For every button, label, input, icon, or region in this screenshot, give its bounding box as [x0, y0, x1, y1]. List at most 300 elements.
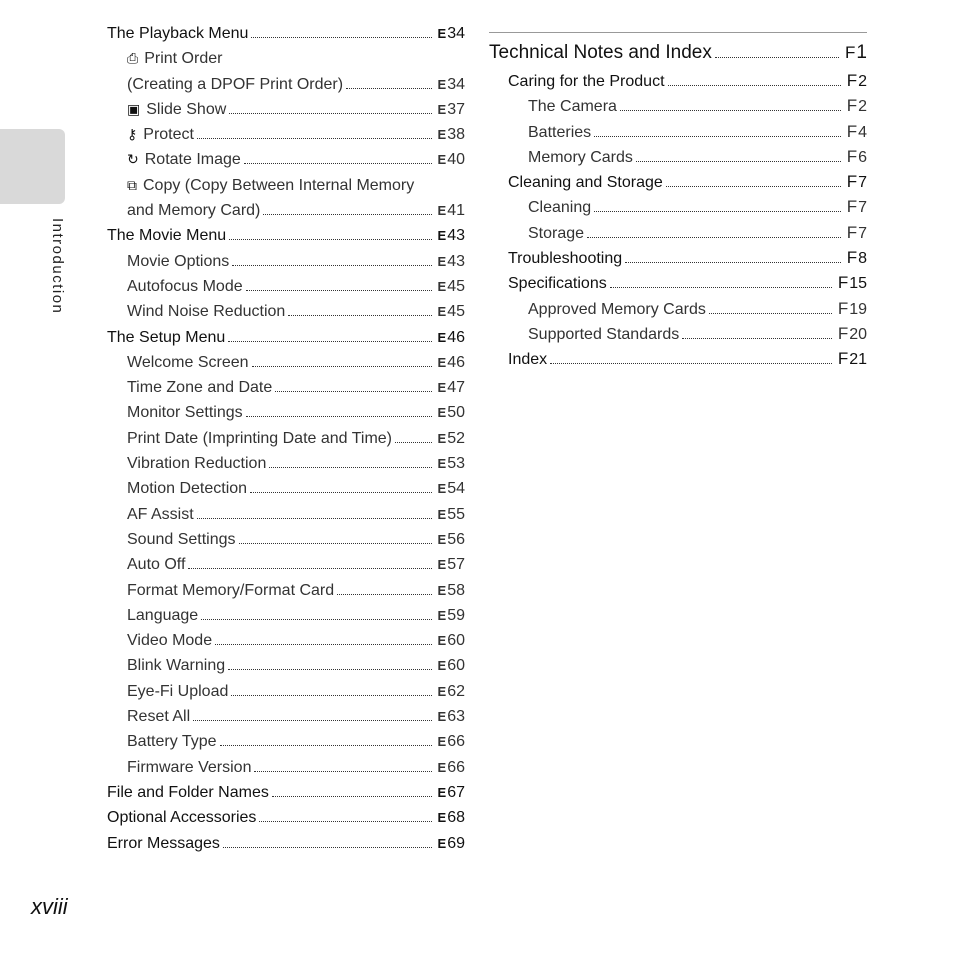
toc-entry-label [107, 809, 256, 827]
dot-leader [269, 467, 431, 468]
toc-entry-text: Language [127, 606, 199, 624]
toc-entry[interactable] [107, 177, 465, 202]
page-ref-number: 68 [447, 809, 465, 827]
toc-entry[interactable] [107, 809, 465, 834]
dot-leader [346, 88, 431, 89]
toc-entry[interactable] [107, 607, 465, 632]
toc-entry-label [127, 632, 212, 650]
reference-section-icon: E [437, 26, 447, 41]
page-ref-number: 43 [447, 227, 465, 245]
toc-entry[interactable] [107, 76, 465, 101]
reference-section-icon: E [437, 253, 447, 269]
toc-entry[interactable] [489, 197, 867, 222]
page-ref-number: 7 [858, 199, 867, 217]
reference-section-icon: E [437, 405, 447, 421]
toc-entry[interactable] [107, 278, 465, 303]
technical-notes-icon: F [837, 273, 849, 293]
reference-section-icon: E [437, 607, 447, 623]
dot-leader [594, 136, 841, 137]
toc-entry[interactable] [107, 404, 465, 429]
page-ref-number: 52 [447, 429, 465, 447]
page-ref-number: 1 [856, 42, 867, 63]
toc-entry-label [508, 73, 665, 91]
toc-entry[interactable] [107, 151, 465, 176]
dot-leader [188, 568, 431, 569]
toc-entry[interactable] [489, 299, 867, 324]
toc-entry[interactable] [107, 733, 465, 758]
page-ref-number: 59 [447, 606, 465, 624]
toc-entry-text: Print Date (Imprinting Date and Time) [127, 429, 392, 447]
toc-entry[interactable] [107, 253, 465, 278]
reference-section-icon: E [437, 329, 447, 345]
toc-entry[interactable] [107, 556, 465, 581]
toc-entry-page [847, 96, 867, 116]
toc-entry-text: Error Messages [107, 834, 220, 852]
page-ref-number: 45 [447, 277, 465, 295]
print-order-icon: ⎙ [127, 50, 139, 67]
toc-entry-label [127, 278, 243, 296]
toc-entry[interactable] [107, 202, 465, 227]
page-ref-number: 46 [447, 353, 465, 371]
dot-leader [246, 416, 432, 417]
toc-entry[interactable] [489, 349, 867, 374]
toc-entry-label [127, 657, 225, 675]
toc-entry-label [127, 506, 194, 524]
toc-entry-label [528, 326, 679, 344]
page-ref-number: 63 [447, 708, 465, 726]
page-ref-number: 40 [447, 151, 465, 169]
toc-entry-page [438, 759, 465, 777]
page-ref-number: 58 [447, 581, 465, 599]
toc-entry-text: The Playback Menu [107, 25, 249, 42]
page-ref-number: 47 [447, 379, 465, 397]
toc-entry-page [438, 531, 465, 549]
toc-entry[interactable] [107, 126, 465, 151]
dot-leader [715, 57, 839, 58]
toc-entry-text: The Movie Menu [107, 227, 227, 245]
toc-entry-text: The Setup Menu [107, 328, 226, 346]
dot-leader [228, 341, 431, 342]
toc-entry-label [127, 556, 185, 574]
toc-entry-label [127, 683, 228, 701]
toc-entry-page [438, 708, 465, 726]
toc-entry-text: Battery Type [127, 733, 217, 751]
reference-section-icon: E [437, 354, 447, 370]
toc-entry-text: The Camera [528, 98, 617, 116]
toc-entry-text: Auto Off [127, 556, 186, 574]
toc-entry-label [528, 225, 584, 243]
reference-section-icon: E [437, 203, 447, 219]
toc-entry[interactable] [107, 354, 465, 379]
toc-entry[interactable] [107, 25, 465, 50]
toc-entry-label [107, 227, 226, 245]
toc-entry-text: Movie Options [127, 252, 230, 270]
dot-leader [229, 239, 431, 240]
dot-leader [254, 771, 431, 772]
page-ref-number: 38 [447, 126, 465, 144]
toc-entry[interactable] [489, 147, 867, 172]
dot-leader [668, 85, 841, 86]
toc-entry[interactable] [489, 96, 867, 121]
toc-entry[interactable] [107, 303, 465, 328]
page-ref-number: 62 [447, 682, 465, 700]
toc-entry-label [127, 404, 243, 422]
toc-entry-page [438, 582, 465, 600]
toc-entry-text: Caring for the Product [508, 73, 665, 90]
toc-entry-page [438, 455, 465, 473]
page-ref-number: 43 [447, 252, 465, 270]
toc-entry[interactable] [107, 683, 465, 708]
toc-entry-page [438, 506, 465, 524]
toc-entry-text: Specifications [508, 275, 607, 293]
technical-notes-icon: F [846, 248, 858, 268]
dot-leader [610, 287, 832, 288]
toc-entry-page [847, 223, 867, 243]
page-ref-number: 45 [447, 303, 465, 321]
toc-entry-page [438, 683, 465, 701]
technical-notes-icon: F [846, 172, 858, 192]
toc-entry-page [438, 430, 465, 448]
page-ref-number: 56 [447, 530, 465, 548]
toc-entry-page [438, 556, 465, 574]
reference-section-icon: E [437, 228, 447, 244]
toc-entry-label [528, 124, 591, 142]
toc-entry-label [127, 126, 194, 144]
reference-section-icon: E [437, 709, 447, 725]
reference-section-icon: E [437, 304, 447, 320]
toc-entry[interactable] [107, 657, 465, 682]
dot-leader [594, 211, 841, 212]
toc-entry[interactable] [107, 329, 465, 354]
toc-entry-page [438, 76, 465, 94]
slide-show-icon: ▣ [127, 100, 141, 117]
toc-entry-label [528, 199, 591, 217]
page-ref-number: 69 [447, 834, 465, 852]
toc-entry-label [508, 174, 663, 192]
dot-leader [636, 161, 841, 162]
toc-entry-text: Copy (Copy Between Internal Memory [143, 176, 415, 194]
toc-entry[interactable] [489, 223, 867, 248]
toc-entry[interactable] [489, 248, 867, 273]
toc-entry-text: Batteries [528, 123, 592, 141]
toc-entry-text: Storage [528, 224, 585, 242]
toc-entry-label [127, 480, 247, 498]
toc-entry[interactable] [107, 50, 465, 75]
toc-entry-page [438, 227, 465, 245]
toc-entry[interactable] [107, 784, 465, 809]
copy-icon: ⧉ [127, 176, 137, 193]
toc-entry-text: Troubleshooting [508, 250, 623, 268]
toc-entry-label [127, 101, 226, 119]
page-ref-number: 7 [858, 174, 867, 192]
toc-entry-page [438, 835, 465, 853]
toc-entry-label [107, 835, 220, 853]
dot-leader [682, 338, 832, 339]
page-ref-number: 20 [849, 325, 867, 343]
reference-section-icon: E [437, 810, 447, 826]
reference-section-icon: E [437, 633, 447, 649]
toc-entry-text: Wind Noise Reduction [127, 303, 286, 321]
toc-entry[interactable] [107, 506, 465, 531]
toc-entry-page [438, 329, 465, 347]
toc-entry-label [127, 303, 285, 321]
reference-section-icon: E [437, 101, 447, 117]
page-ref-number: 55 [447, 505, 465, 523]
protect-icon: ⚷ [127, 126, 138, 143]
toc-entry-label [489, 42, 712, 64]
technical-notes-icon: F [846, 96, 858, 116]
toc-entry-label [528, 149, 633, 167]
toc-entry-label [127, 50, 222, 68]
toc-entry[interactable] [489, 122, 867, 147]
toc-entry[interactable] [107, 582, 465, 607]
reference-section-icon: E [437, 278, 447, 294]
toc-entry-text: Supported Standards [528, 325, 680, 343]
toc-entry-label [127, 379, 272, 397]
page-ref-number: 41 [447, 202, 465, 220]
dot-leader [231, 695, 431, 696]
toc-entry-label [528, 301, 706, 319]
toc-entry-label [127, 759, 251, 777]
toc-entry-text: Index [508, 351, 548, 369]
dot-leader [246, 290, 432, 291]
toc-entry-label [127, 531, 236, 549]
toc-entry-page [838, 349, 867, 369]
page-ref-number: 60 [447, 632, 465, 650]
rotate-image-icon: ↻ [127, 151, 139, 168]
dot-leader [263, 214, 431, 215]
toc-entry-label [127, 430, 392, 448]
toc-entry-label [127, 708, 190, 726]
reference-section-icon: E [437, 506, 447, 522]
dot-leader [229, 113, 431, 114]
toc-entry-text: Cleaning and Storage [508, 174, 663, 192]
toc-entry-label [508, 351, 547, 369]
section-label: Introduction [49, 218, 66, 315]
toc-entry[interactable] [107, 708, 465, 733]
toc-entry-page [438, 303, 465, 321]
dot-leader [252, 366, 432, 367]
toc-entry-page [847, 71, 867, 91]
technical-notes-icon: F [846, 146, 858, 166]
page-ref-number: 50 [447, 404, 465, 422]
technical-notes-icon: F [846, 121, 858, 141]
toc-entry-page [438, 101, 465, 119]
page-ref-number: 54 [447, 480, 465, 498]
page-ref-number: 21 [849, 351, 867, 369]
toc-entry-text: Time Zone and Date [127, 379, 273, 397]
reference-section-icon: E [437, 784, 447, 800]
page-ref-number: 8 [858, 250, 867, 268]
toc-entry-page [847, 248, 867, 268]
toc-entry[interactable] [489, 42, 867, 71]
page-ref-number: 57 [447, 556, 465, 574]
toc-entry-page [438, 809, 465, 827]
reference-section-icon: E [437, 456, 447, 472]
toc-entry-text: Protect [143, 126, 194, 144]
page-ref-number: 2 [858, 98, 867, 116]
reference-section-icon: E [437, 835, 447, 851]
toc-entry-label [127, 354, 249, 372]
toc-entry[interactable] [489, 324, 867, 349]
toc-entry-page [438, 126, 465, 144]
page-ref-number: 6 [858, 148, 867, 166]
toc-entry[interactable] [107, 531, 465, 556]
dot-leader [337, 594, 431, 595]
page-ref-number: 53 [447, 455, 465, 473]
toc-entry-text: Rotate Image [144, 151, 241, 169]
technical-notes-icon: F [846, 197, 858, 217]
page-ref-number: 34 [447, 75, 465, 93]
page-ref-number: 46 [447, 328, 465, 346]
dot-leader [288, 315, 431, 316]
dot-leader [272, 796, 432, 797]
toc-entry[interactable] [107, 430, 465, 455]
dot-leader [620, 110, 841, 111]
toc-entry-text: Technical Notes and Index [489, 42, 712, 63]
dot-leader [215, 644, 431, 645]
dot-leader [587, 237, 841, 238]
toc-entry[interactable] [107, 835, 465, 860]
toc-entry-page [838, 324, 867, 344]
dot-leader [250, 492, 431, 493]
toc-entry[interactable] [107, 455, 465, 480]
page-ref-number: 7 [858, 224, 867, 242]
toc-entry-text: Slide Show [146, 100, 227, 118]
toc-right-column [489, 32, 867, 375]
toc-entry[interactable] [489, 71, 867, 96]
toc-entry[interactable] [107, 480, 465, 505]
technical-notes-icon: F [837, 323, 849, 343]
dot-leader [395, 442, 432, 443]
toc-entry-label [127, 151, 241, 169]
toc-entry-page [438, 151, 465, 169]
dot-leader [220, 745, 432, 746]
toc-entry-page [847, 147, 867, 167]
toc-entry-page [838, 299, 867, 319]
dot-leader [244, 163, 432, 164]
technical-notes-icon: F [846, 222, 858, 242]
reference-section-icon: E [437, 127, 447, 143]
toc-entry-text: Firmware Version [127, 758, 252, 776]
toc-entry-page [438, 253, 465, 271]
reference-section-icon: E [437, 380, 447, 396]
page-ref-number: 66 [447, 733, 465, 751]
reference-section-icon: E [437, 759, 447, 775]
toc-entry-page [438, 733, 465, 751]
reference-section-icon: E [437, 658, 447, 674]
toc-entry-text: Eye-Fi Upload [127, 682, 229, 700]
toc-entry-text: and Memory Card) [127, 202, 261, 220]
dot-leader [666, 186, 841, 187]
toc-entry-page [438, 632, 465, 650]
toc-entry-text: AF Assist [127, 505, 194, 523]
dot-leader [228, 669, 431, 670]
toc-entry-page [438, 354, 465, 372]
toc-entry-page [438, 480, 465, 498]
technical-notes-icon: F [837, 349, 849, 369]
page-ref-number: 34 [447, 25, 465, 42]
reference-section-icon: E [437, 430, 447, 446]
toc-entry-text: Autofocus Mode [127, 277, 243, 295]
page-ref-number: 19 [849, 300, 867, 318]
toc-entry[interactable] [107, 101, 465, 126]
toc-entry-text: Cleaning [528, 199, 592, 217]
section-tab [0, 129, 65, 204]
toc-entry[interactable] [107, 759, 465, 784]
toc-entry-text: (Creating a DPOF Print Order) [127, 75, 344, 93]
toc-entry-page [438, 25, 465, 43]
toc-entry-text: Memory Cards [528, 148, 633, 166]
toc-entry-text: Vibration Reduction [127, 455, 267, 473]
dot-leader [275, 391, 431, 392]
reference-section-icon: E [437, 734, 447, 750]
toc-entry-label [127, 455, 266, 473]
toc-entry-page [845, 42, 867, 64]
page-ref-number: 2 [858, 73, 867, 90]
page-ref-number: 67 [447, 783, 465, 801]
toc-entry-label [127, 253, 229, 271]
toc-entry-text: Motion Detection [127, 480, 248, 498]
toc-entry[interactable] [107, 379, 465, 404]
dot-leader [201, 619, 431, 620]
toc-entry[interactable] [107, 227, 465, 252]
toc-entry-text: Reset All [127, 708, 191, 726]
toc-entry-text: Optional Accessories [107, 809, 257, 827]
page-ref-number: 4 [858, 123, 867, 141]
toc-entry-text: File and Folder Names [107, 783, 269, 801]
dot-leader [625, 262, 841, 263]
toc-entry-page [438, 278, 465, 296]
reference-section-icon: E [437, 481, 447, 497]
toc-entry-text: Approved Memory Cards [528, 300, 706, 318]
toc-entry-page [847, 197, 867, 217]
reference-section-icon: E [437, 557, 447, 573]
toc-entry[interactable] [489, 172, 867, 197]
toc-entry-text: Sound Settings [127, 530, 236, 548]
toc-entry-page [438, 784, 465, 802]
toc-entry-page [438, 607, 465, 625]
toc-entry-text: Video Mode [127, 632, 213, 650]
toc-entry-label [127, 177, 414, 195]
dot-leader [223, 847, 432, 848]
toc-entry-page [438, 404, 465, 422]
toc-entry[interactable] [107, 632, 465, 657]
reference-section-icon: E [437, 582, 447, 598]
toc-entry-label [127, 607, 198, 625]
page-number: xviii [31, 894, 68, 919]
page-ref-number: 66 [447, 758, 465, 776]
technical-notes-icon: F [845, 43, 856, 62]
reference-section-icon: E [437, 152, 447, 168]
dot-leader [709, 313, 832, 314]
dot-leader [259, 821, 431, 822]
page-ref-number: 60 [447, 657, 465, 675]
dot-leader [251, 37, 431, 38]
toc-entry-label [528, 98, 617, 116]
dot-leader [239, 543, 432, 544]
toc-entry-page [438, 202, 465, 220]
reference-section-icon: E [437, 76, 447, 92]
toc-entry-label [107, 25, 248, 43]
toc-entry-text: Format Memory/Format Card [127, 581, 335, 599]
dot-leader [197, 518, 432, 519]
technical-notes-icon: F [837, 298, 849, 318]
toc-entry[interactable] [489, 273, 867, 298]
toc-entry-label [127, 76, 343, 94]
toc-entry-label [107, 329, 225, 347]
reference-section-icon: E [437, 531, 447, 547]
